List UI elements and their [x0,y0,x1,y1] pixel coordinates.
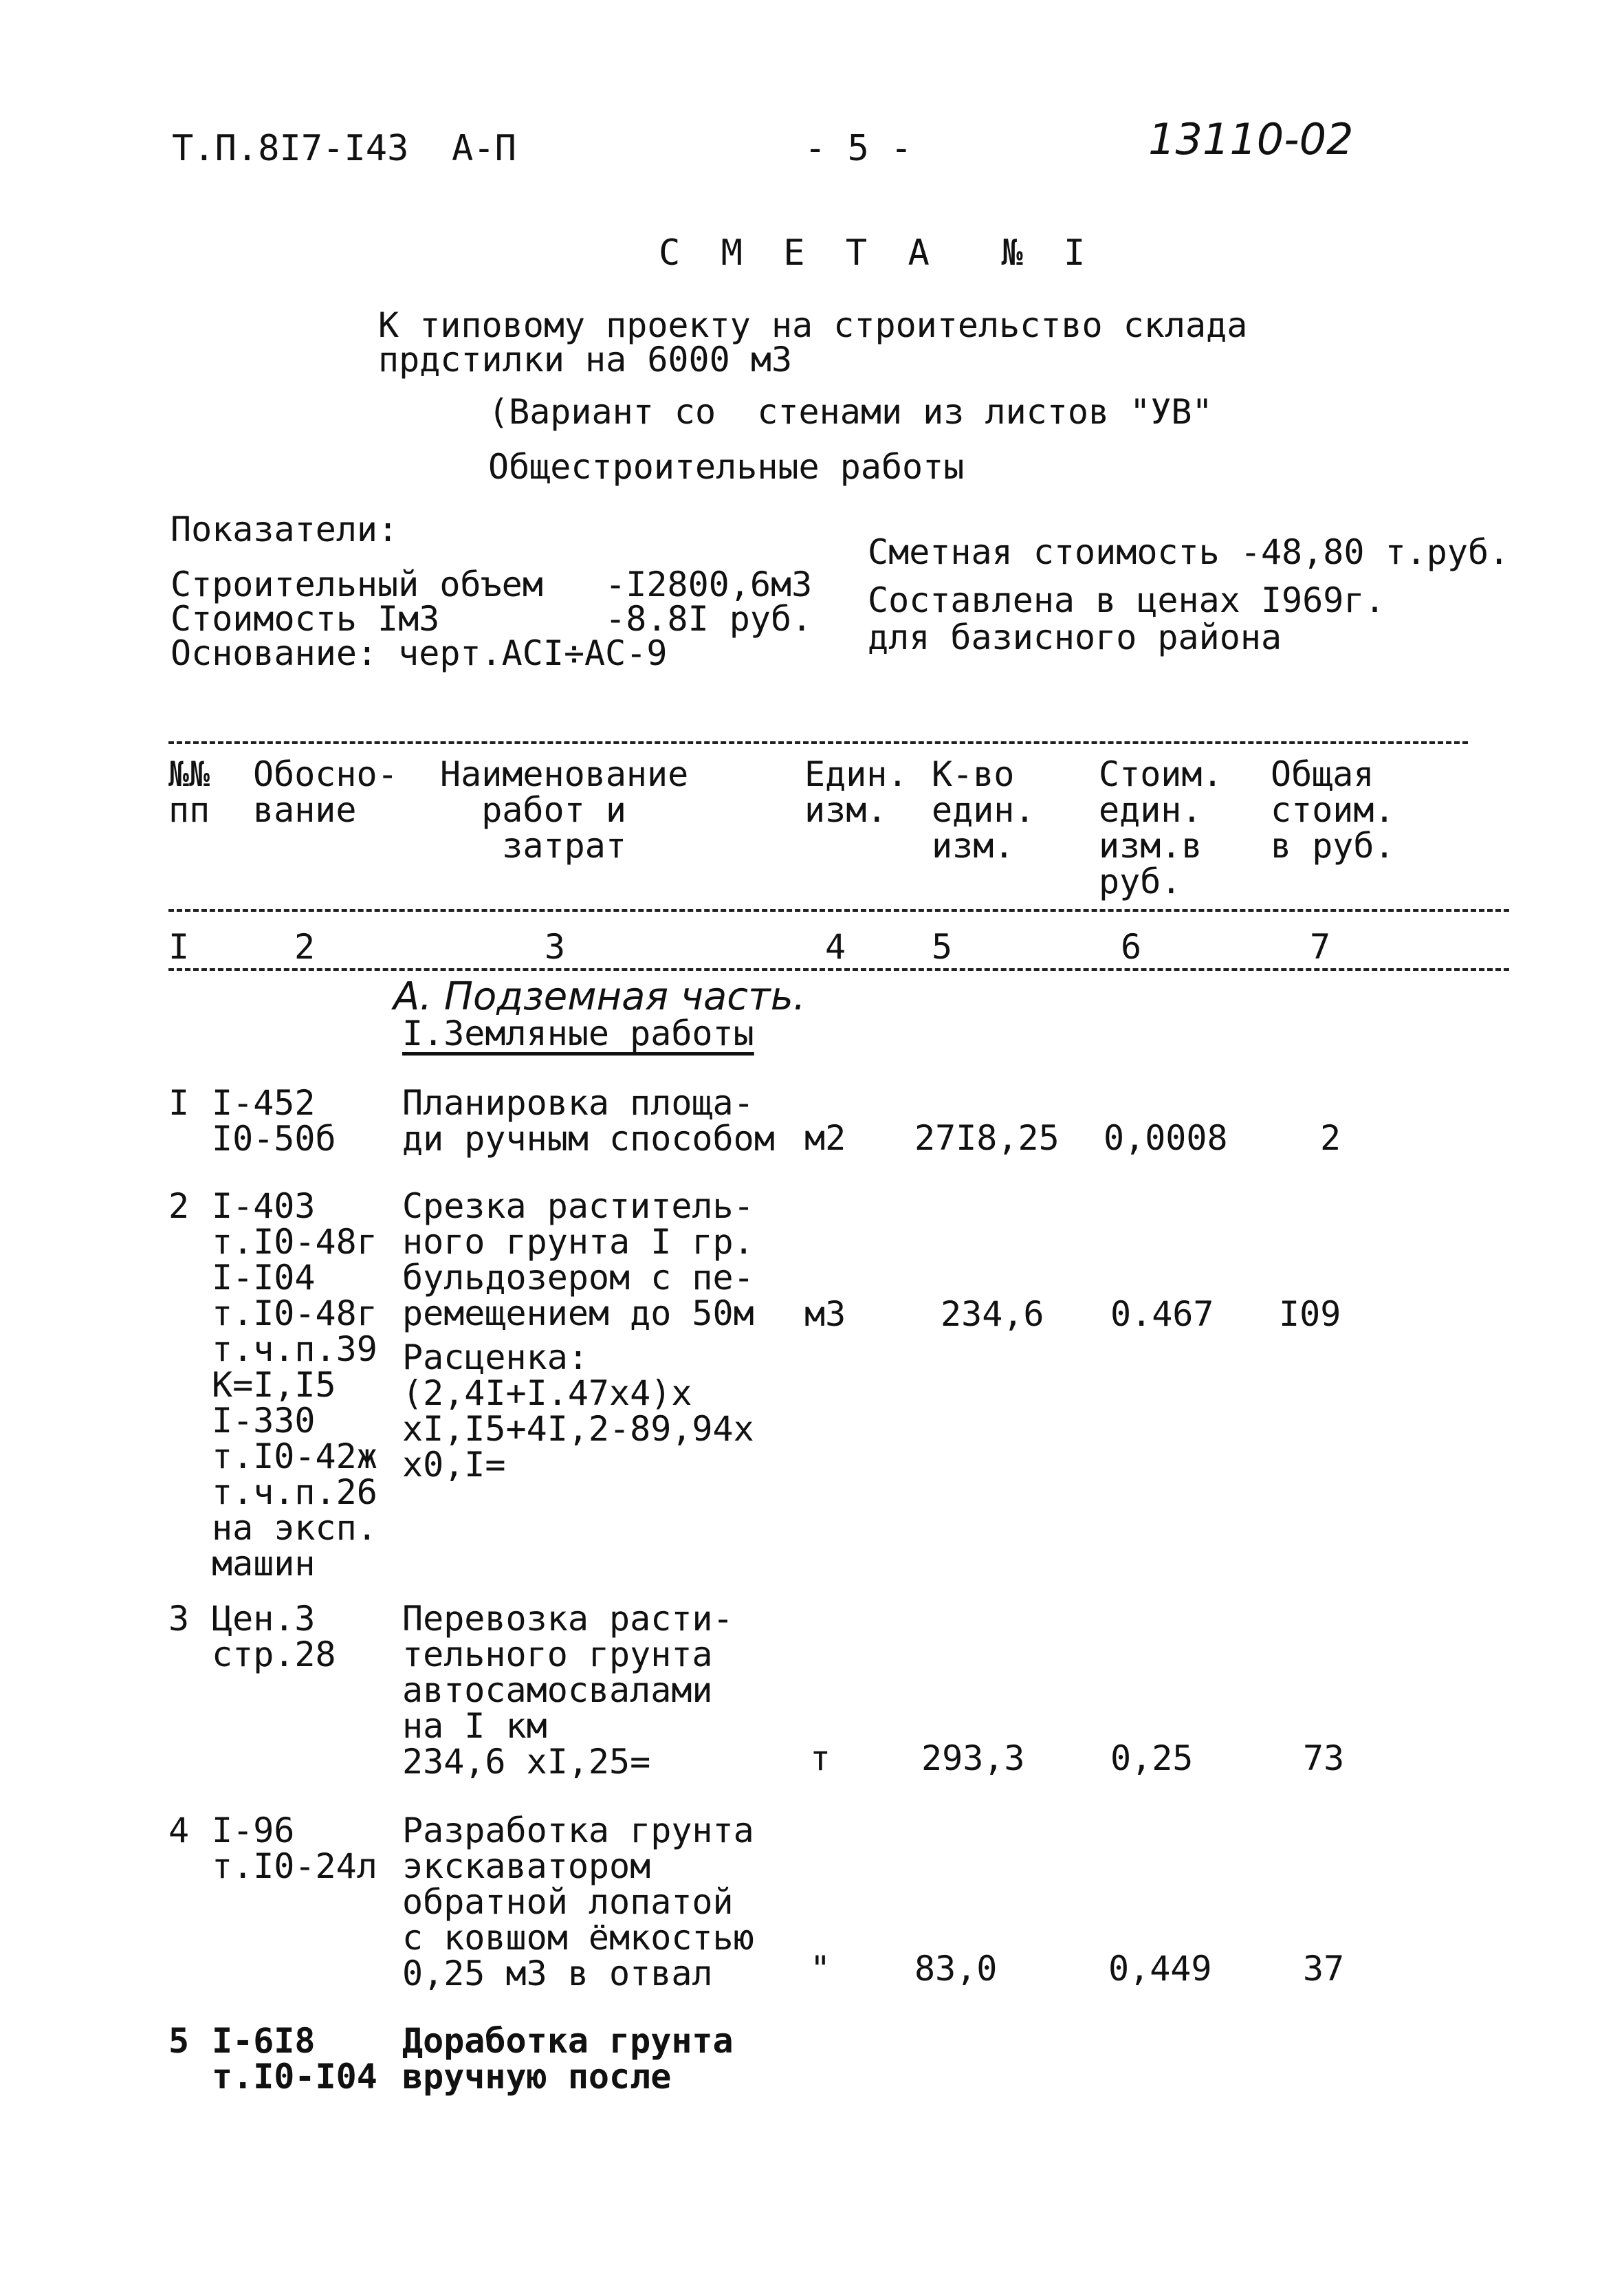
col-number-7: 7 [1310,927,1331,967]
row-3-unit: т [810,1738,831,1778]
row-2-total: I09 [1279,1294,1341,1334]
header-total: Общая стоим. в руб. [1271,754,1395,866]
col-number-1: I [168,927,190,967]
col-number-4: 4 [825,927,846,967]
archive-stamp: 13110-02 [1148,114,1354,164]
col-number-6: 6 [1121,927,1142,967]
row-4-basis: I-96 т.I0-24л [212,1811,377,1886]
indicators-heading: Показатели: [171,510,399,549]
subtitle-line-3: (Вариант со стенами из листов "УВ" [488,392,1213,432]
row-1-basis: I-452 I0-50б [212,1083,336,1159]
row-3-name: Перевозка расти- тельного грунта автосамосвалами на I км 234,6 хI,25= [402,1599,734,1782]
row-4-total: 37 [1303,1949,1345,1989]
table-top-rule [168,741,1468,744]
header-unit: Един. изм. [804,754,908,830]
row-5-name: Доработка грунта вручную после [402,2021,734,2097]
row-2-name: Срезка раститель- ного грунта I гр. бульдозером с пе- ремещением до 50м [402,1186,754,1333]
indicator-basis: Основание: черт.АСI÷АС-9 [171,633,668,673]
document-title: С М Е Т А № I [659,232,1095,274]
row-2-unit: м3 [804,1294,846,1334]
header-bottom-rule [168,909,1509,912]
subtitle-line-1: К типовому проекту на строительство склада [378,305,1248,345]
row-4-unit: " [810,1949,831,1989]
row-1-quantity: 27I8,25 [914,1118,1060,1158]
header-basis: Обосно- вание [253,754,398,830]
row-5-basis: I-6I8 т.I0-I04 [212,2021,377,2097]
row-1-number: I [168,1083,190,1123]
column-numbers-rule [168,968,1509,971]
row-2-basis: I-403 т.I0-48г I-I04 т.I0-48г т.ч.п.39 К=I,I5 I-330 т.I0-42ж т.ч.п.26 на эксп. машин [212,1186,377,1584]
subsection-title: I.Земляные работы [402,1014,754,1053]
row-1-unit: м2 [804,1118,846,1158]
row-3-quantity: 293,3 [921,1738,1025,1778]
col-number-2: 2 [294,927,316,967]
row-4-quantity: 83,0 [914,1949,998,1989]
row-2-note: Расценка: (2,4I+I.47х4)х хI,I5+4I,2-89,94х х0,I= [402,1337,754,1485]
prices-line-1: Составлена в ценах I969г. [868,580,1385,620]
document-code: Т.П.8I7-I43 А-П [172,128,516,169]
header-quantity: К-во един. изм. [932,754,1035,866]
row-1-total: 2 [1320,1118,1341,1158]
header-number: №№ пп [168,754,210,830]
row-3-unit-price: 0,25 [1110,1738,1194,1778]
col-number-5: 5 [932,927,953,967]
row-1-unit-price: 0,0008 [1104,1118,1228,1158]
indicator-cost-per-m3: Стоимость Iм3 -8.8I руб. [171,599,813,639]
row-5-number: 5 [168,2021,190,2061]
subtitle-line-2: прдстилки на 6000 м3 [378,340,793,380]
col-number-3: 3 [545,927,566,967]
row-4-number: 4 [168,1811,190,1850]
row-4-name: Разработка грунта экскаватором обратной лопатой с ковшом ёмкостью 0,25 м3 в отвал [402,1811,754,1993]
row-4-unit-price: 0,449 [1108,1949,1212,1989]
indicator-volume: Строительный объем -I2800,6м3 [171,565,813,604]
row-3-number: 3 [168,1599,190,1639]
section-title: А. Подземная часть. [393,974,806,1019]
row-2-number: 2 [168,1186,190,1226]
row-3-basis: Цен.3 стр.28 [212,1599,336,1674]
row-3-total: 73 [1303,1738,1345,1778]
estimated-cost: Сметная стоимость -48,80 т.руб. [868,532,1510,572]
subtitle-line-4: Общестроительные работы [488,447,965,487]
page-number: - 5 - [804,128,912,169]
prices-line-2: для базисного района [868,617,1282,657]
header-unit-price: Стоим. един. изм.в руб. [1099,754,1223,901]
row-2-unit-price: 0.467 [1110,1294,1214,1334]
row-1-name: Планировка площа- ди ручным способом [402,1083,775,1159]
row-2-quantity: 234,6 [941,1294,1044,1334]
header-name: Наименование работ и затрат [440,754,689,866]
